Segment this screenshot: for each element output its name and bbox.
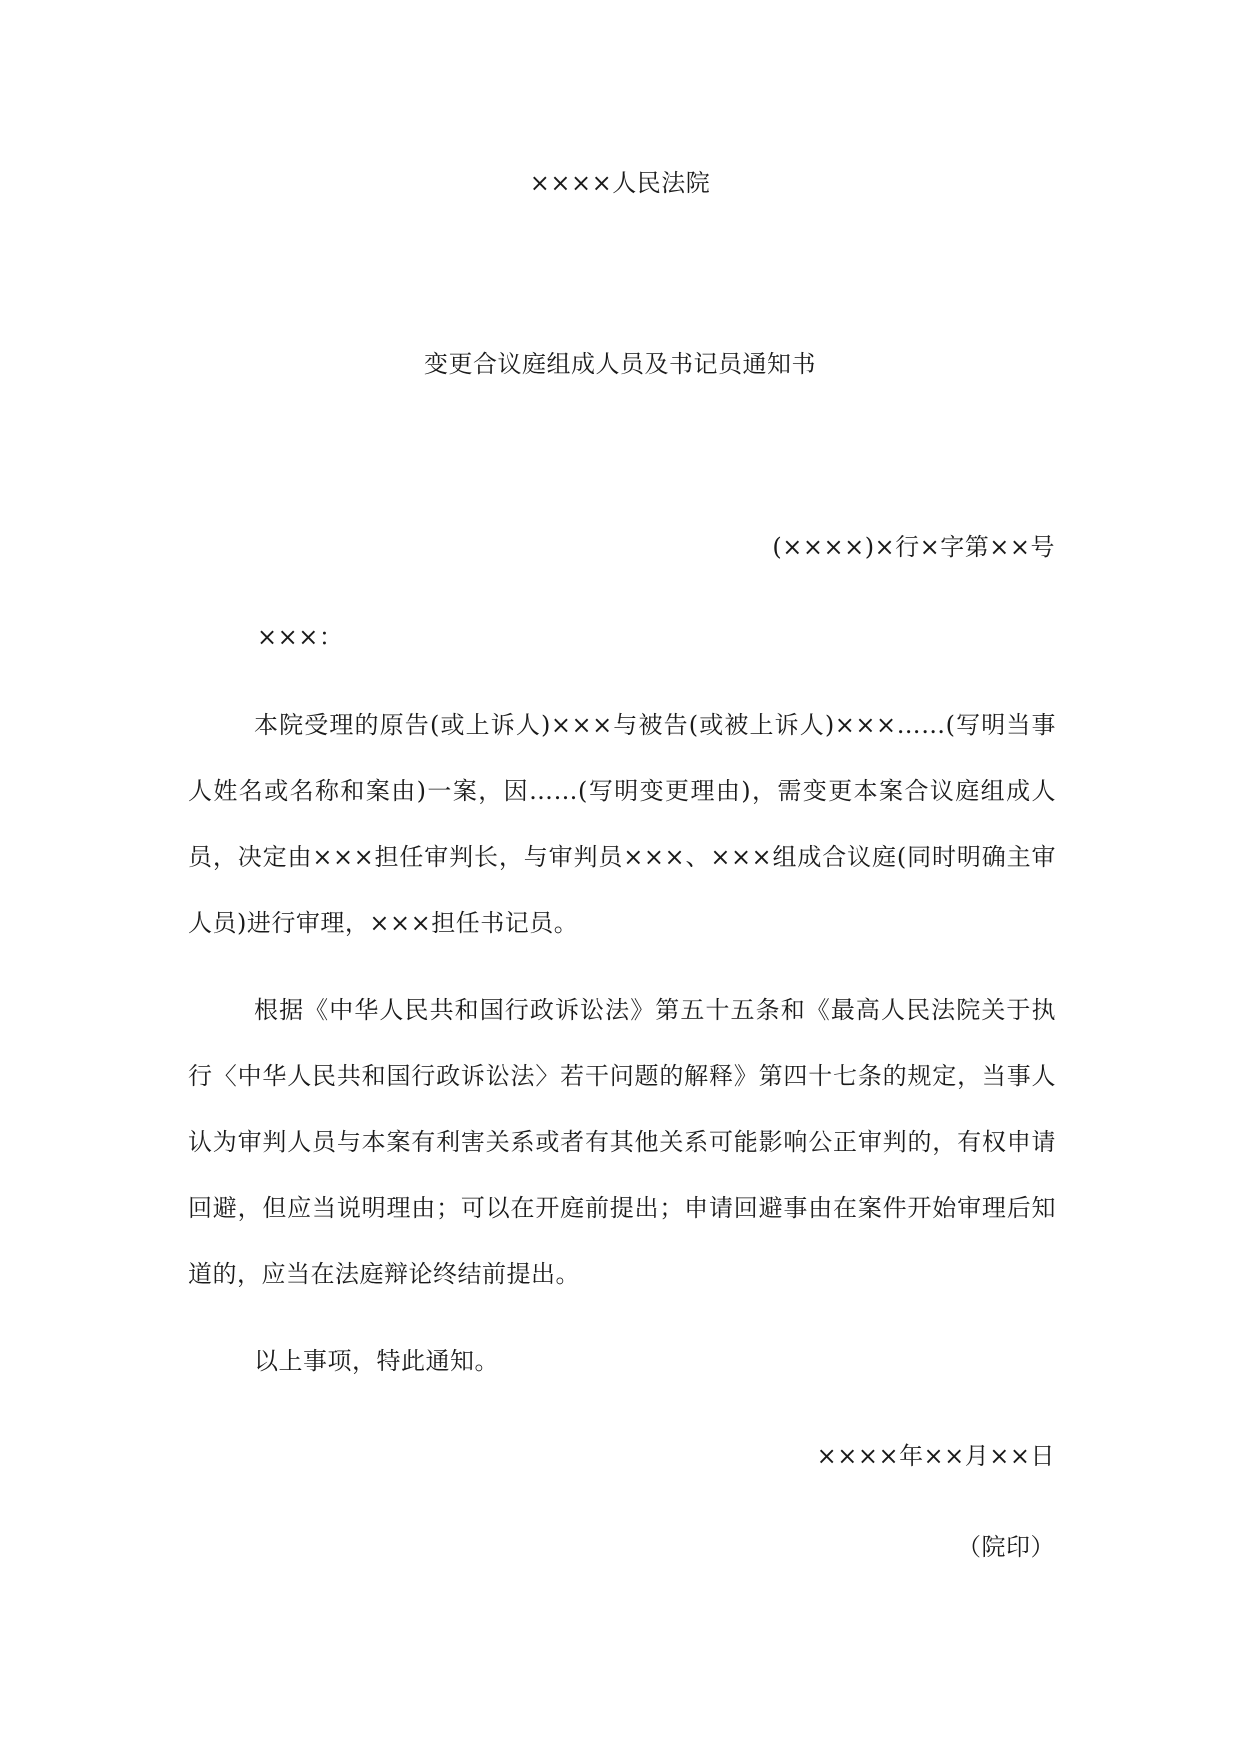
body-paragraph-legal-basis: 根据《中华人民共和国行政诉讼法》第五十五条和《最高人民法院关于执行〈中华人民共和国行政诉讼法〉若干问题的解释》第四十七条的规定，当事人认为审判人员与本案有利害关系或者有其他关系可能影响公正审判的，有权申请回避，但应当说明理由；可以在开庭前提出；申请回避事由在案件开始审理后知道的，应当在法庭辩论终结前提出。 (188, 996, 1056, 1288)
document-title: 变更合议庭组成人员及书记员通知书 (424, 350, 816, 378)
body-paragraph-notice: 本院受理的原告(或上诉人)×××与被告(或被上诉人)×××……(写明当事人姓名或名称和案由)一案，因……(写明变更理由)，需变更本案合议庭组成人员，决定由×××担任审判长，与审判员×××、×××组成合议庭(同时明确主审人员)进行审理，×××担任书记员。 (188, 711, 1056, 937)
court-seal-note: （院印） (957, 1533, 1055, 1561)
issue-date: ××××年××月××日 (816, 1442, 1055, 1470)
body-paragraph-closing: 以上事项，特此通知。 (254, 1347, 499, 1375)
court-name: ××××人民法院 (529, 169, 711, 197)
case-number: (××××)×行×字第××号 (772, 533, 1055, 561)
salutation: ×××： (257, 623, 344, 651)
